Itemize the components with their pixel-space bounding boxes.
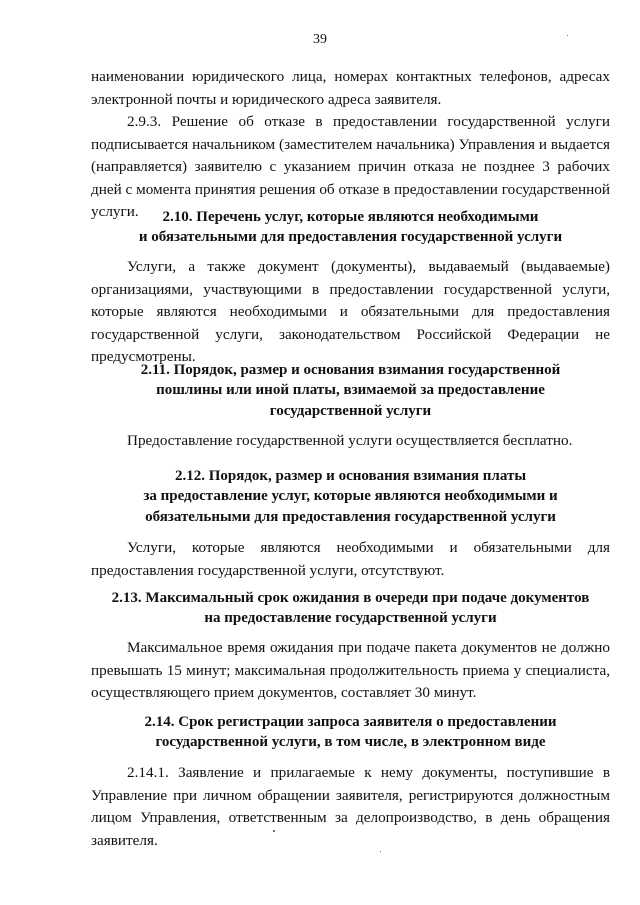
heading-2-14: [91, 712, 610, 753]
paragraph-2-11: Предоставление государственной услуги осуществляется бесплатно.: [127, 432, 573, 449]
heading-2-13-line-1: 2.13. Максимальный срок ожидания в очереди при подаче документов: [111, 590, 590, 606]
heading-2-12-line-3: обязательными для предоставления государственной услуги: [145, 508, 556, 525]
heading-2-10-line-2: и обязательными для предоставления государственной услуги: [138, 229, 563, 246]
heading-2-11-line-1: 2.11. Порядок, размер и основания взимания государственной: [140, 362, 561, 378]
heading-2-12-line-1: 2.12. Порядок, размер и основания взимания платы: [174, 468, 527, 484]
heading-2-10-line-1: 2.10. Перечень услуг, которые являются необходимыми: [162, 209, 539, 225]
heading-2-14-line-1: 2.14. Срок регистрации запроса заявителя о предоставлении: [144, 714, 557, 730]
page-number: 39: [313, 32, 327, 47]
heading-2-10: [91, 207, 610, 248]
heading-2-11-line-3: государственной услуги: [269, 402, 432, 419]
paragraph-2-10: Услуги, а также документ (документы), выдаваемый (выдаваемые) организациями, участвующими в предоставлении государственной услуги, которые являются необходимыми и обязательными для предоставления государственной услуги, законодательством Российской Федерации не предусмотрены.: [91, 258, 610, 366]
paragraph-2-13: Максимальное время ожидания при подаче пакета документов не должно превышать 15 минут; максимальная продолжительность приема у специалиста, осуществляющего прием документов, составляет 30 минут.: [91, 639, 610, 702]
heading-2-14-line-2: государственной услуги, в том числе, в электронном виде: [155, 734, 546, 751]
paragraph-2-14-1: 2.14.1. Заявление и прилагаемые к нему документы, поступившие в Управление при личном обращении заявителя, регистрируются должностным лицом Управления, ответственным за делопроизводство, в день обращения заявителя.: [91, 764, 610, 849]
heading-2-12-line-2: за предоставление услуг, которые являются необходимыми и: [143, 488, 558, 505]
scan-speck: [567, 35, 568, 36]
heading-2-11-line-2: пошлины или иной платы, взимаемой за предоставление: [156, 382, 545, 399]
heading-2-13-line-2: на предоставление государственной услуги: [204, 610, 497, 627]
scan-speck: [273, 830, 275, 832]
heading-2-13: [91, 588, 610, 629]
paragraph-continuation: наименовании юридического лица, номерах контактных телефонов, адресах электронной почты и юридического адреса заявителя.: [91, 68, 610, 108]
paragraph-2-12: Услуги, которые являются необходимыми и обязательными для предоставления государственной услуги, отсутствуют.: [91, 539, 610, 579]
paragraph-2-9-3: 2.9.3. Решение об отказе в предоставлении государственной услуги подписывается начальником (заместителем начальника) Управления и выдается (направляется) заявителю с указанием причин отказа не позднее 3 рабочих дней с момента принятия решения об отказе в предоставлении государственной услуги.: [91, 113, 610, 221]
heading-2-12: [91, 466, 610, 527]
heading-2-11: [91, 360, 610, 421]
scan-speck: [380, 851, 381, 852]
